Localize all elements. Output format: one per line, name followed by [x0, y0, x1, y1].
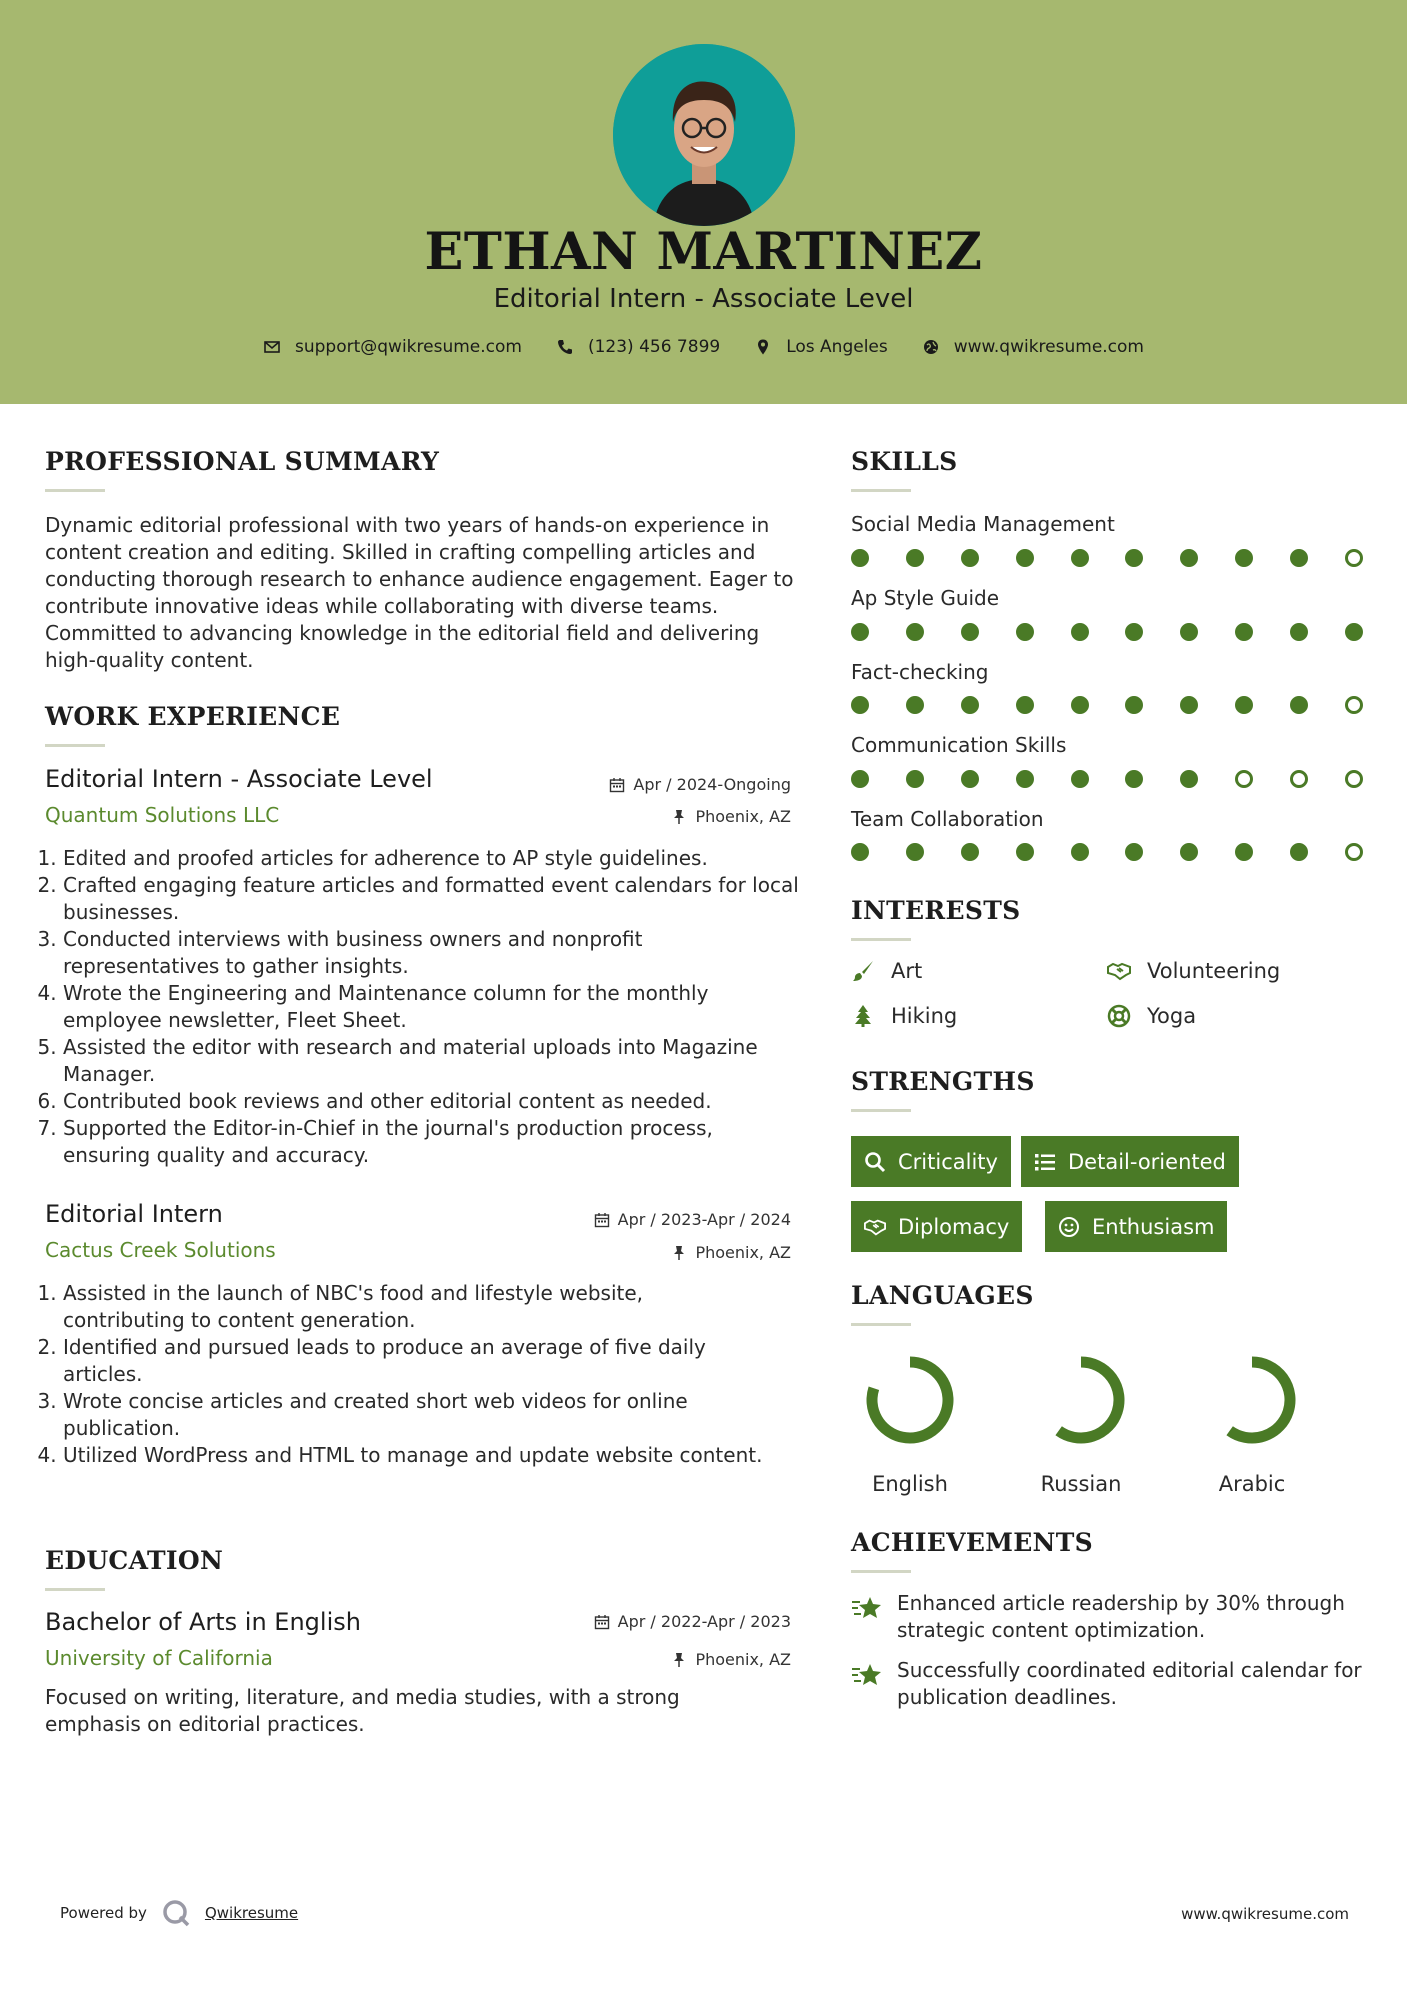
- achievement-item: [851, 1657, 1371, 1711]
- rating-dot-filled: [1016, 623, 1034, 641]
- rating-dot-filled: [1071, 549, 1089, 567]
- skill-rating: [851, 623, 1363, 641]
- rating-dot-filled: [906, 843, 924, 861]
- website-text: www.qwikresume.com: [953, 337, 1144, 357]
- rating-dot-empty: [1345, 770, 1363, 788]
- rating-dot-filled: [1071, 843, 1089, 861]
- interest-label: Volunteering: [1147, 959, 1281, 983]
- footer-branding: [60, 1898, 298, 1928]
- candidate-title: Editorial Intern - Associate Level: [493, 284, 914, 314]
- rating-dot-filled: [1290, 696, 1308, 714]
- skill-rating: [851, 549, 1363, 567]
- language-progress-ring: [1031, 1350, 1131, 1450]
- job-location: [671, 807, 791, 826]
- job-location-text: Phoenix, AZ: [695, 807, 791, 826]
- rating-dot-filled: [1290, 843, 1308, 861]
- star-award-icon: [851, 1661, 883, 1689]
- job-location-text: Phoenix, AZ: [695, 1243, 791, 1262]
- job-location: [671, 1243, 791, 1262]
- interest-item: [1107, 1004, 1196, 1028]
- list-item: 4. Wrote the Engineering and Maintenance column for the monthly employee newsletter, Fleet Sheet.: [63, 980, 805, 1034]
- strength-badge: [851, 1201, 1022, 1252]
- rating-dot-filled: [906, 623, 924, 641]
- email-text: support@qwikresume.com: [295, 337, 522, 357]
- handshake-icon: [1107, 959, 1131, 983]
- contact-phone[interactable]: [556, 337, 720, 357]
- experience-underline: [45, 744, 105, 747]
- languages-heading: LANGUAGES: [851, 1281, 1034, 1310]
- rating-dot-filled: [961, 696, 979, 714]
- rating-dot-filled: [1016, 549, 1034, 567]
- rating-dot-filled: [1180, 770, 1198, 788]
- skills-heading: SKILLS: [851, 447, 958, 476]
- job-dates: [609, 775, 791, 794]
- rating-dot-filled: [1016, 770, 1034, 788]
- interests-underline: [851, 938, 911, 941]
- star-award-icon: [851, 1594, 883, 1622]
- language-progress-ring: [860, 1350, 960, 1450]
- rating-dot-filled: [851, 770, 869, 788]
- achievement-text: Successfully coordinated editorial calendar for publication deadlines.: [897, 1658, 1362, 1709]
- rating-dot-filled: [1125, 696, 1143, 714]
- list-item: 3. Wrote concise articles and created short web videos for online publication.: [63, 1388, 765, 1442]
- calendar-icon: [594, 1614, 610, 1630]
- rating-dot-filled: [1235, 623, 1253, 641]
- language-item: [1011, 1350, 1151, 1496]
- rating-dot-filled: [1180, 549, 1198, 567]
- tree-icon: [851, 1004, 875, 1028]
- contact-email[interactable]: [263, 337, 522, 357]
- calendar-icon: [609, 777, 625, 793]
- list-item: 6. Contributed book reviews and other editorial content as needed.: [63, 1088, 805, 1115]
- interest-item: [1107, 959, 1280, 983]
- education-location-text: Phoenix, AZ: [695, 1650, 791, 1669]
- skill-name: Ap Style Guide: [851, 586, 1000, 610]
- rating-dot-filled: [1125, 770, 1143, 788]
- rating-dot-empty: [1235, 770, 1253, 788]
- list-icon: [1034, 1151, 1056, 1173]
- languages-underline: [851, 1323, 911, 1326]
- rating-dot-filled: [961, 843, 979, 861]
- strength-badge: [1021, 1136, 1239, 1187]
- job-title: Editorial Intern: [45, 1200, 223, 1228]
- job-dates-text: Apr / 2024-Ongoing: [633, 775, 791, 794]
- rating-dot-empty: [1345, 843, 1363, 861]
- interest-label: Art: [891, 959, 923, 983]
- rating-dot-filled: [1180, 843, 1198, 861]
- list-item: 3. Conducted interviews with business owners and nonprofit representatives to gather insights.: [63, 926, 805, 980]
- strength-badge: [1045, 1201, 1227, 1252]
- rating-dot-filled: [1125, 623, 1143, 641]
- skill-name: Social Media Management: [851, 512, 1115, 536]
- rating-dot-filled: [1180, 623, 1198, 641]
- rating-dot-filled: [1235, 696, 1253, 714]
- rating-dot-filled: [1016, 696, 1034, 714]
- degree-title: Bachelor of Arts in English: [45, 1608, 361, 1636]
- strength-label: Diplomacy: [898, 1214, 1010, 1239]
- summary-underline: [45, 489, 105, 492]
- achievements-heading: ACHIEVEMENTS: [851, 1528, 1093, 1557]
- rating-dot-filled: [961, 623, 979, 641]
- skill-rating: [851, 696, 1363, 714]
- job-dates: [594, 1210, 791, 1229]
- job-duties-list: [45, 845, 805, 1169]
- pushpin-icon: [671, 1652, 687, 1668]
- interest-label: Yoga: [1147, 1004, 1197, 1028]
- footer-website[interactable]: www.qwikresume.com: [1181, 1905, 1349, 1923]
- skills-underline: [851, 489, 911, 492]
- rating-dot-filled: [1071, 770, 1089, 788]
- company-name: Cactus Creek Solutions: [45, 1238, 276, 1262]
- rating-dot-filled: [851, 843, 869, 861]
- interest-item: [851, 1004, 957, 1028]
- phone-text: (123) 456 7899: [587, 337, 721, 357]
- skill-name: Team Collaboration: [851, 807, 1044, 831]
- smile-icon: [1058, 1216, 1080, 1238]
- rating-dot-filled: [1290, 549, 1308, 567]
- rating-dot-filled: [961, 549, 979, 567]
- list-item: 2. Crafted engaging feature articles and formatted event calendars for local businesses.: [63, 872, 805, 926]
- summary-heading: PROFESSIONAL SUMMARY: [45, 447, 440, 476]
- education-dates-text: Apr / 2022-Apr / 2023: [617, 1612, 791, 1631]
- qwikresume-link[interactable]: Qwikresume: [204, 1904, 299, 1922]
- language-name: Arabic: [1218, 1472, 1286, 1496]
- strength-label: Detail-oriented: [1068, 1149, 1226, 1174]
- list-item: 7. Supported the Editor-in-Chief in the journal's production process, ensuring quality and accuracy.: [63, 1115, 805, 1169]
- person-avatar-icon: [613, 44, 795, 226]
- language-item: [1182, 1350, 1322, 1496]
- language-progress-ring: [1202, 1350, 1302, 1450]
- rating-dot-filled: [851, 696, 869, 714]
- envelope-icon: [263, 338, 281, 356]
- qwikresume-logo-icon: [161, 1898, 191, 1928]
- lifebuoy-icon: [1107, 1004, 1131, 1028]
- education-dates: [594, 1612, 791, 1631]
- map-pin-icon: [754, 338, 772, 356]
- job-title: Editorial Intern - Associate Level: [45, 765, 433, 793]
- rating-dot-filled: [1290, 623, 1308, 641]
- skill-rating: [851, 770, 1363, 788]
- job-duties-list: [45, 1280, 765, 1469]
- powered-by-text: Powered by: [60, 1904, 147, 1922]
- list-item: 4. Utilized WordPress and HTML to manage and update website content.: [63, 1442, 765, 1469]
- rating-dot-filled: [906, 770, 924, 788]
- skill-rating: [851, 843, 1363, 861]
- resume-header: [0, 0, 1407, 404]
- strength-label: Criticality: [898, 1149, 998, 1174]
- strengths-heading: STRENGTHS: [851, 1067, 1035, 1096]
- contact-bar: [0, 337, 1407, 357]
- list-item: 2. Identified and pursued leads to produce an average of five daily articles.: [63, 1334, 765, 1388]
- rating-dot-filled: [1071, 696, 1089, 714]
- language-progress-arc: [1230, 1362, 1290, 1438]
- interest-label: Hiking: [891, 1004, 958, 1028]
- education-heading: EDUCATION: [45, 1546, 224, 1575]
- experience-heading: WORK EXPERIENCE: [45, 702, 341, 731]
- globe-icon: [922, 338, 940, 356]
- rating-dot-filled: [961, 770, 979, 788]
- rating-dot-filled: [1180, 696, 1198, 714]
- skill-name: Fact-checking: [851, 660, 989, 684]
- rating-dot-filled: [851, 623, 869, 641]
- rating-dot-filled: [1071, 623, 1089, 641]
- language-name: English: [872, 1472, 948, 1496]
- achievement-item: [851, 1590, 1371, 1644]
- strength-badge: [851, 1136, 1011, 1187]
- contact-location: [754, 337, 888, 357]
- rating-dot-filled: [1016, 843, 1034, 861]
- rating-dot-empty: [1345, 549, 1363, 567]
- handshake-icon: [864, 1216, 886, 1238]
- language-name: Russian: [1040, 1472, 1122, 1496]
- interests-heading: INTERESTS: [851, 896, 1021, 925]
- education-underline: [45, 1588, 105, 1591]
- job-dates-text: Apr / 2023-Apr / 2024: [617, 1210, 791, 1229]
- list-item: 1. Edited and proofed articles for adherence to AP style guidelines.: [63, 845, 805, 872]
- rating-dot-empty: [1345, 696, 1363, 714]
- rating-dot-filled: [1235, 549, 1253, 567]
- list-item: 1. Assisted in the launch of NBC's food and lifestyle website, contributing to content generation.: [63, 1280, 765, 1334]
- language-item: [840, 1350, 980, 1496]
- rating-dot-filled: [1125, 843, 1143, 861]
- interest-item: [851, 959, 922, 983]
- rating-dot-empty: [1290, 770, 1308, 788]
- language-progress-arc: [872, 1362, 948, 1438]
- achievements-underline: [851, 1570, 911, 1573]
- achievement-text: Enhanced article readership by 30% through strategic content optimization.: [897, 1591, 1345, 1642]
- contact-website[interactable]: [922, 337, 1144, 357]
- rating-dot-filled: [906, 549, 924, 567]
- strength-label: Enthusiasm: [1092, 1214, 1215, 1239]
- language-progress-arc: [1059, 1362, 1119, 1438]
- paintbrush-icon: [851, 959, 875, 983]
- calendar-icon: [594, 1212, 610, 1228]
- pushpin-icon: [671, 809, 687, 825]
- education-description: Focused on writing, literature, and media studies, with a strong emphasis on editorial practices.: [45, 1685, 680, 1736]
- rating-dot-filled: [1235, 843, 1253, 861]
- rating-dot-filled: [906, 696, 924, 714]
- pushpin-icon: [671, 1245, 687, 1261]
- search-icon: [864, 1151, 886, 1173]
- education-location: [671, 1650, 791, 1669]
- company-name: Quantum Solutions LLC: [45, 803, 280, 827]
- phone-icon: [556, 338, 574, 356]
- rating-dot-filled: [1125, 549, 1143, 567]
- school-name: University of California: [45, 1646, 273, 1670]
- location-text: Los Angeles: [786, 337, 888, 357]
- skill-name: Communication Skills: [851, 733, 1067, 757]
- profile-photo: [613, 44, 795, 226]
- rating-dot-filled: [1345, 623, 1363, 641]
- rating-dot-filled: [851, 549, 869, 567]
- summary-text: Dynamic editorial professional with two years of hands-on experience in content creation and editing. Skilled in crafting compelling articles and conducting thorough research to enhance audience engagement. Eager to contribute innovative ideas while collaborating with diverse teams. Committed to advancing knowledge in the editorial field and delivering high-quality content.: [45, 513, 794, 672]
- strengths-underline: [851, 1109, 911, 1112]
- candidate-name: ETHAN MARTINEZ: [424, 222, 983, 282]
- list-item: 5. Assisted the editor with research and material uploads into Magazine Manager.: [63, 1034, 805, 1088]
